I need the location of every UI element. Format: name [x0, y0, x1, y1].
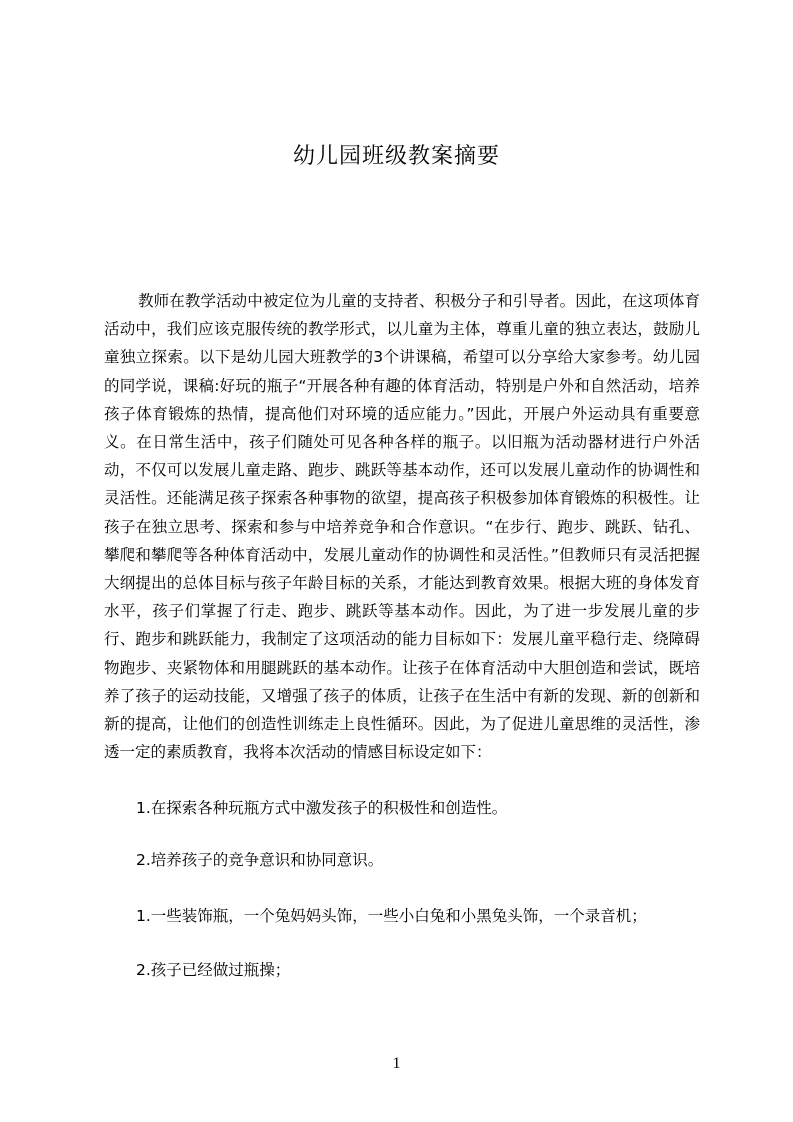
document-title: 幼儿园班级教案摘要	[292, 144, 500, 169]
list-item: 1.在探索各种玩瓶方式中激发孩子的积极性和创造性。	[136, 799, 508, 817]
list-item: 2.培养孩子的竞争意识和协同意识。	[136, 851, 384, 869]
page-number: 1	[392, 1055, 401, 1072]
list-item: 1.一些装饰瓶，一个兔妈妈头饰，一些小白兔和小黑兔头饰，一个录音机；	[136, 907, 647, 925]
list-item: 2.孩子已经做过瓶操；	[136, 961, 291, 979]
body-paragraph: 教师在教学活动中被定位为儿童的支持者、积极分子和引导者。因此，在这项体育活动中，我们应该克服传统的教学形式，以儿童为主体，尊重儿童的独立表达，鼓励儿童独立探索。以下是幼儿园大班教学的3个讲课稿，希望可以分享给大家参考。幼儿园的同学说，课稿:好玩的瓶子“开展各种有趣的体育活动，特别是户外和自然活动，培养孩子体育锻炼的热情，提高他们对环境的适应能力。”因此，开展户外运动具有重要意义。在日常生活中，孩子们随处可见各种各样的瓶子。以旧瓶为活动器材进行户外活动，不仅可以发展儿童走路、跑步、跳跃等基本动作，还可以发展儿童动作的协调性和灵活性。还能满足孩子探索各种事物的欲望，提高孩子积极参加体育锻炼的积极性。让孩子在独立思考、探索和参与中培养竞争和合作意识。“在步行、跑步、跳跃、钻孔、攀爬和攀爬等各种体育活动中，发展儿童动作的协调性和灵活性。”但教师只有灵活把握大纲提出的总体目标与孩子年龄目标的关系，才能达到教育效果。根据大班的身体发育水平，孩子们掌握了行走、跑步、跳跃等基本动作。因此，为了进一步发展儿童的步行、跑步和跳跃能力，我制定了这项活动的能力目标如下：发展儿童平稳行走、绕障碍物跑步、夹紧物体和用腿跳跃的基本动作。让孩子在体育活动中大胆创造和尝试，既培养了孩子的运动技能，又增强了孩子的体质，让孩子在生活中有新的发现、新的创新和新的提高，让他们的创造性训练走上良性循环。因此，为了促进儿童思维的灵活性，渗透一定的素质教育，我将本次活动的情感目标设定如下：	[104, 292, 700, 762]
